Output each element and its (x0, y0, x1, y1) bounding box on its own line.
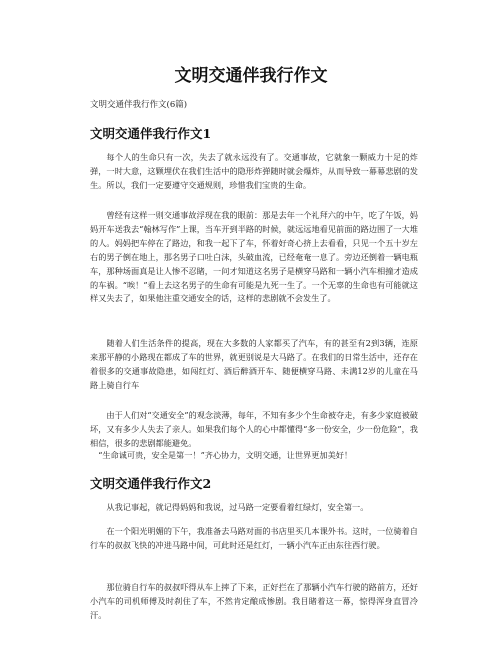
paragraph: 从我记事起，就记得妈妈和我说，过马路一定要看着红绿灯，安全第一。 (106, 502, 369, 512)
paragraph: 每个人的生命只有一次，失去了就永远没有了。交通事故，它就象一颗威力十足的炸弹，一时大意，这颗埋伏在我们生活中的隐形炸弹随时就会爆炸，从而导致一幕幕悲剧的发生。所以，我们一定要遵守交通规则，珍惜我们宝贵的生命。 (90, 152, 418, 190)
document-title: 文明交通伴我行作文 (174, 66, 328, 86)
paragraph: 那位骑自行车的叔叔吓得从车上摔了下来，正好拦在了那辆小汽车行驶的路前方，还好小汽车的司机师傅及时刹住了车，不然肯定酿成惨剧。我目睹着这一幕，惊得浑身直冒冷汗。 (90, 582, 418, 620)
paragraph: “生命诚可贵，安全是第一！”齐心协力，文明交通，让世界更加美好！ (98, 450, 353, 460)
paragraph: 曾经有这样一则交通事故浮现在我的眼前：那是去年一个礼拜六的中午，吃了午饭，妈妈开车送我去“翰林写作”上课，当车开到半路的时候，就远远地看见前面的路边围了一大堆的人。妈妈把车停在了路边，和我一起下了车，怀着好奇心挤上去看看，只见一个五十岁左右的男子倒在地上，那名男子口吐白沫，头破血流，已经奄奄一息了。旁边还倒着一辆电瓶车，那种场面真是让人惨不忍睹，一问才知道这名男子是横穿马路和一辆小汽车相撞才造成的车祸。“唉！”看上去这名男子的生命有可能是九死一生了。一个无辜的生命也有可能就这样又失去了，如果他注重交通安全的话，这样的悲剧就不会发生了。 (90, 210, 418, 304)
paragraph: 由于人们对“交通安全”的观念淡薄，每年，不知有多少个生命被夺走，有多少家庭被破坏，又有多少人失去了亲人。如果我们每个人的心中都懂得“多一份安全，少一份危险”，我相信，很多的悲剧都能避免。 (90, 410, 418, 448)
paragraph: 随着人们生活条件的提高，现在大多数的人家都买了汽车，有的甚至有2到3辆，连原来那平静的小路现在都成了车的世界，就更别说是大马路了。在我们的日常生活中，还存在着很多的交通事故隐患，如闯红灯、酒后醉酒开车、随便横穿马路、未满12岁的儿童在马路上骑自行车 (90, 338, 418, 390)
document-subtitle: 文明交通伴我行作文(6篇) (90, 100, 188, 110)
paragraph: 在一个阳光明媚的下午，我准备去马路对面的书店里买几本课外书。这时，一位骑着自行车的叔叔飞快的冲进马路中间，可此时还是红灯，一辆小汽车正由东往西行驶。 (90, 526, 418, 550)
section-heading-2: 文明交通伴我行作文2 (90, 476, 212, 491)
section-heading-1: 文明交通伴我行作文1 (90, 126, 212, 141)
